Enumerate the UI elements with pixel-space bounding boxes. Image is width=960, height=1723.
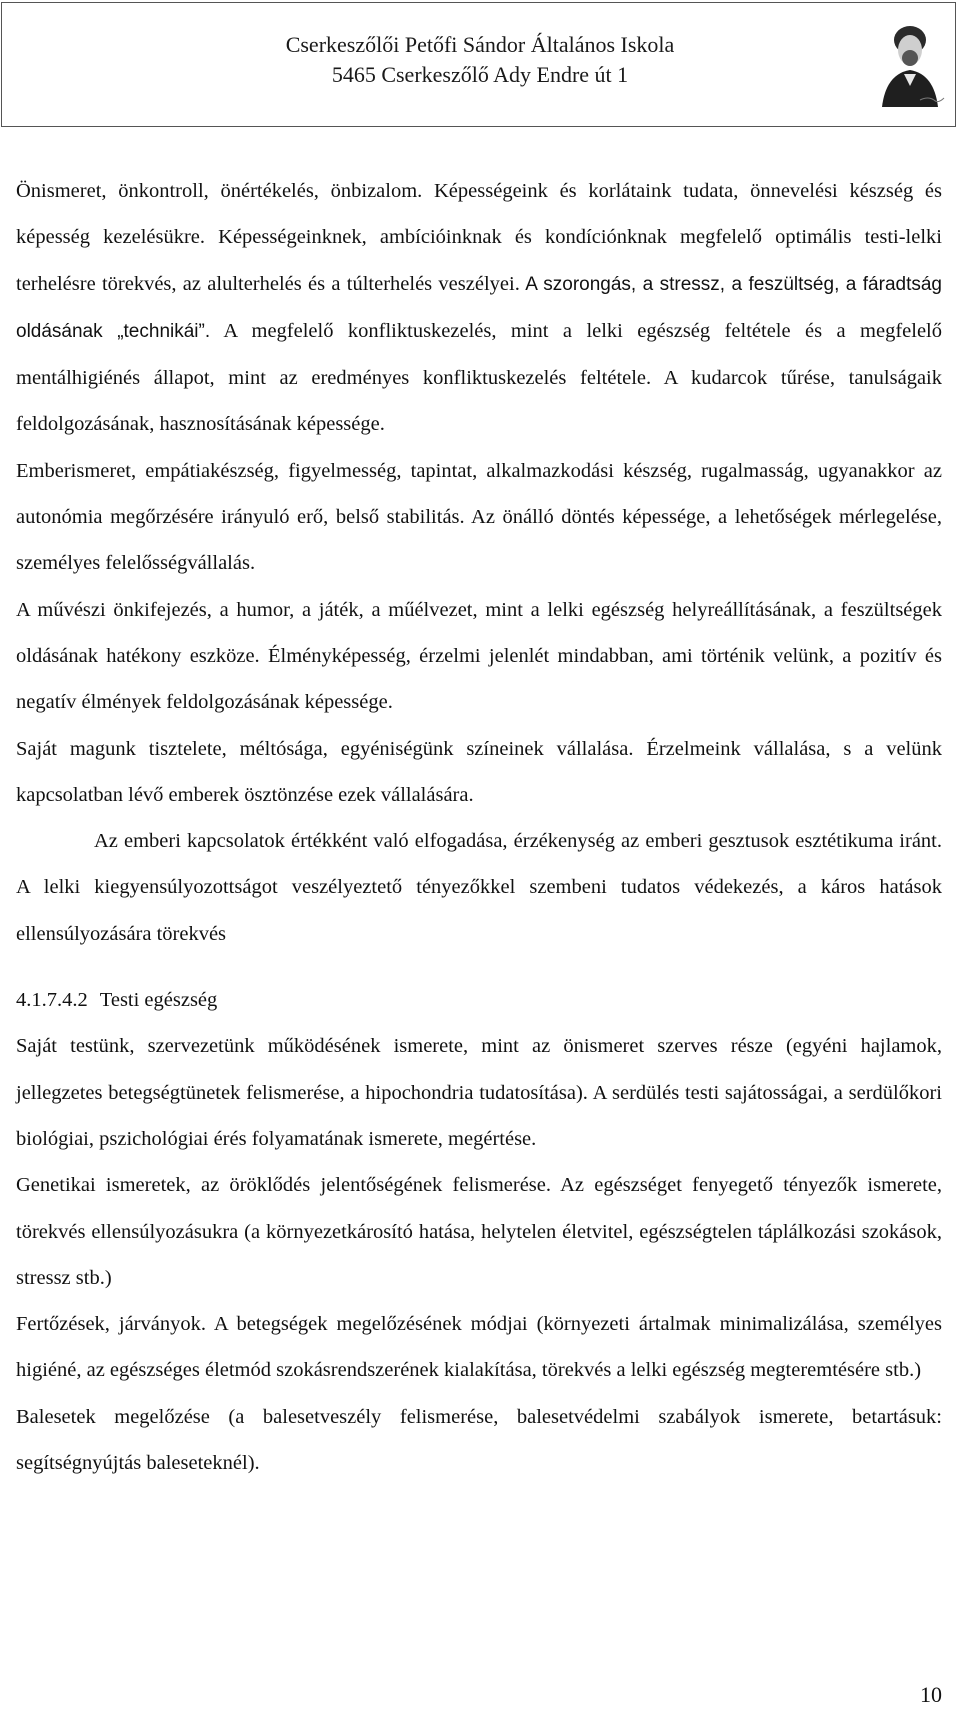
section-title: Testi egészség: [99, 989, 218, 1012]
header-text: [0, 30, 960, 90]
paragraph: Saját testünk, szervezetünk működésének ismerete, mint az önismeret szerves része (egyéni hajlamok, jellegzetes betegségtünetek felismerése, a hipochondria tudatosítása). A serdülés testi sajátosságai, a serdülőkori biológiai, pszichológiai érés folyamatának ismerete, megértése.: [16, 1035, 942, 1150]
paragraph: Az emberi kapcsolatok értékként való elfogadása, érzékenység az emberi gesztusok esztétikuma iránt. A lelki kiegyensúlyozottságot veszélyeztető tényezőkkel szembeni tudatos védekezés, a káros hatások ellensúlyozására törekvés: [16, 830, 942, 945]
paragraph: Balesetek megelőzése (a balesetveszély felismerése, balesetvédelmi szabályok ismerete, betartásuk: segítségnyújtás baleseteknél).: [16, 1405, 942, 1475]
paragraph: Emberismeret, empátiakészség, figyelmesség, tapintat, alkalmazkodási készség, rugalmasság, ugyanakkor az autonómia megőrzésére irányuló erő, belső stabilitás. Az önálló döntés képessége, a lehetőségek mérlegelése, személyes felelősségvállalás.: [16, 459, 942, 575]
school-address: 5465 Cserkeszőlő Ady Endre út 1: [331, 62, 629, 87]
portrait-image: [868, 12, 952, 112]
paragraph: Fertőzések, járványok. A betegségek megelőzésének módjai (környezeti ártalmak minimalizálása, személyes higiéné, az egészséges életmód szokásrendszerének kialakítása, törekvés a lelki egészség megteremtésére stb.): [16, 1313, 942, 1382]
paragraph: Genetikai ismeretek, az öröklődés jelentőségének felismerése. Az egészséget fenyegető tényezők ismerete, törekvés ellensúlyozásukra (a környezetkárosító hatása, helytelen életvitel, egészségtelen táplálkozási szokások, stressz stb.): [16, 1174, 942, 1289]
paragraph: Önismeret, önkontroll, önértékelés, önbizalom. Képességeink és korlátaink tudata, önnevelési készség és képesség kezelésükre. Képességeinknek, ambícióinknak és kondíciónknak megfelelő optimális testi-lelki terhelésre törekvés, az alulterhelés és a túlterhelés veszélyei. A szorongás, a stressz, a feszültség, a fáradtság oldásának „technikái”. A megfelelő konfliktuskezelés, mint a lelki egészség feltétele és a megfelelő mentálhigiénés állapot, mint az eredményes konfliktuskezelés feltétele. A kudarcok tűrése, tanulságaik feldolgozásának, hasznosításának képessége.: [16, 180, 942, 436]
paragraph: A művészi önkifejezés, a humor, a játék, a műélvezet, mint a lelki egészség helyreállításának, a feszültségek oldásának hatékony eszköze. Élményképesség, érzelmi jelenlét mindabban, ami történik velünk, a pozitív és negatív élmények feldolgozásának képessége.: [16, 598, 942, 714]
paragraph: Saját magunk tisztelete, méltósága, egyéniségünk színeinek vállalása. Érzelmeink vállalása, s a velünk kapcsolatban lévő emberek ösztönzése ezek vállalására.: [16, 737, 942, 806]
section-number: 4.1.7.4.2: [16, 989, 88, 1012]
section-heading: [16, 977, 942, 1023]
page-number: 10: [920, 1682, 942, 1707]
document-body: [16, 168, 942, 1486]
school-name: Cserkeszőlői Petőfi Sándor Általános Iskola: [285, 32, 675, 57]
